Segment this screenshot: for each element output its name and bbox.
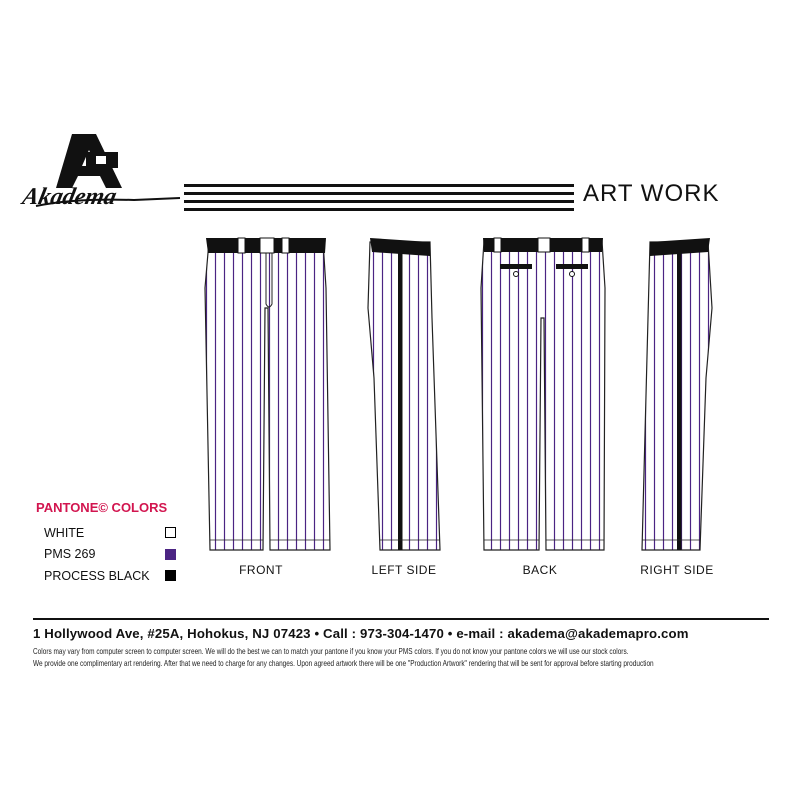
color-swatch-process-black [165, 570, 176, 581]
header-stripes [184, 184, 574, 214]
disclaimer-line-1: Colors may vary from computer screen to computer screen. We will do the best we can to match your pantone if you know your PMS colors. If you do not know your pantone colors we will use our stock colors. [33, 647, 629, 656]
legend-item [36, 522, 176, 544]
view-label-front: FRONT [239, 563, 283, 577]
contact-info: 1 Hollywood Ave, #25A, Hohokus, NJ 07423 • Call : 973-304-1470 • e-mail : akadema@akademapro.com [33, 626, 689, 641]
legend-label: PMS 269 [44, 547, 96, 562]
pants-left-side-view [360, 228, 450, 558]
legend-item [36, 544, 176, 566]
legend-label: PROCESS BLACK [44, 568, 150, 583]
pants-front-view [202, 228, 332, 558]
view-label-right-side: RIGHT SIDE [640, 563, 714, 577]
view-label-left-side: LEFT SIDE [371, 563, 437, 577]
brand-wordmark: Akadema [20, 183, 120, 210]
pantone-legend [36, 500, 176, 587]
view-label-back: BACK [522, 563, 558, 577]
akadema-logo [20, 126, 184, 216]
pants-right-side-view [632, 228, 722, 558]
color-swatch-pms-269 [165, 549, 176, 560]
page-title: ART WORK [583, 180, 720, 207]
legend-item [36, 565, 176, 587]
legend-label: WHITE [44, 525, 85, 540]
pants-back-view [478, 228, 608, 558]
color-swatch-white [165, 527, 176, 538]
footer-divider [33, 618, 769, 620]
disclaimer-line-2: We provide one complimentary art rendering. After that we need to charge for any changes. Upon agreed artwork there will be one "Production Artwork" rendering that will be sent for approval before starting production [33, 659, 654, 668]
legend-title: PANTONE© COLORS [36, 500, 168, 515]
